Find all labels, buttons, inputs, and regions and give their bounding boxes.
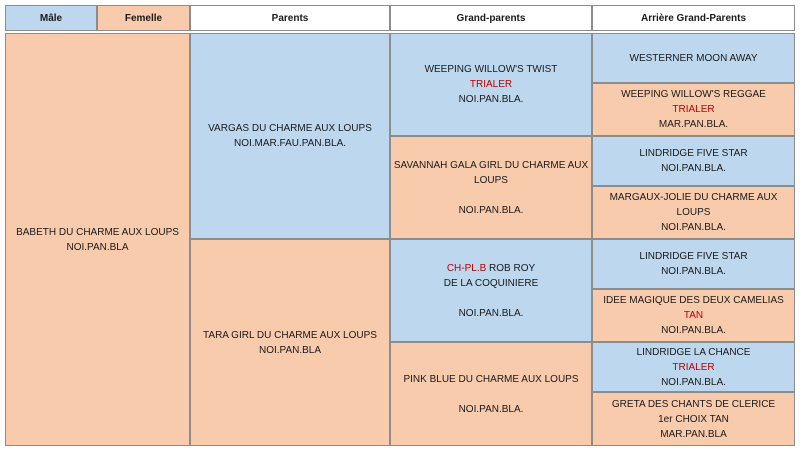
subject-cell [5,33,190,446]
great-grandparent-1-cell [592,33,795,83]
header-male-label: Mâle [39,12,63,24]
grandparent-3-color: NOI.PAN.BLA. [458,307,524,319]
great-grandparent-4-name-line1: MARGAUX-JOLIE DU CHARME AUX [609,192,778,203]
parent-sire-cell [190,33,390,239]
header-great-grandparents-label: Arrière Grand-Parents [640,12,747,24]
parent-dam-cell [190,239,390,446]
grandparent-1-title: TRIALER [469,79,513,90]
great-grandparent-1-name: WESTERNER MOON AWAY [629,52,758,64]
great-grandparent-7-cell [592,342,795,392]
parent-dam-name: TARA GIRL DU CHARME AUX LOUPS [203,329,377,341]
grandparent-4-name: PINK BLUE DU CHARME AUX LOUPS [403,373,579,385]
great-grandparent-3-color: NOI.PAN.BLA. [661,163,726,174]
subject-name: BABETH DU CHARME AUX LOUPS [16,226,179,238]
grandparent-4-cell [390,342,592,446]
grandparent-2-name-line1: SAVANNAH GALA GIRL DU CHARME AUX [393,159,589,171]
great-grandparent-6-title: TAN [683,310,704,321]
grandparent-3-name: ROB ROY [489,262,536,274]
header-grandparents [390,5,592,31]
grandparent-3-name-line1 [447,261,535,276]
great-grandparent-2-title: TRIALER [672,104,715,115]
header-grandparents-label: Grand-parents [456,12,526,24]
grandparent-2-color: NOI.PAN.BLA. [458,204,524,216]
great-grandparent-2-name: WEEPING WILLOW'S REGGAE [621,89,766,100]
great-grandparent-7-color: NOI.PAN.BLA. [661,376,726,388]
great-grandparent-4-cell [592,186,795,239]
parent-sire-color: NOI.MAR.FAU.PAN.BLA. [233,138,347,149]
great-grandparent-2-color: MAR.PAN.BLA. [658,119,729,130]
grandparent-1-color: NOI.PAN.BLA. [458,94,524,105]
parent-dam-color: NOI.PAN.BLA [258,344,322,356]
great-grandparent-6-color: NOI.PAN.BLA. [661,325,726,336]
parent-sire-name: VARGAS DU CHARME AUX LOUPS [208,123,372,134]
great-grandparent-6-name: IDEE MAGIQUE DES DEUX CAMELIAS [603,295,784,306]
great-grandparent-8-title: 1er CHOIX TAN [658,413,729,425]
subject-color: NOI.PAN.BLA [66,241,129,253]
great-grandparent-7-title: TRIALER [672,361,715,373]
header-great-grandparents [592,5,795,31]
header-parents-label: Parents [271,12,309,24]
grandparent-2-name-line2: LOUPS [474,174,508,186]
header-female [97,5,190,31]
grandparent-3-prefix: CH-PL.B [446,262,487,274]
header-male [5,5,97,31]
great-grandparent-3-name: LINDRIDGE FIVE STAR [639,148,748,159]
great-grandparent-7-name: LINDRIDGE LA CHANCE [636,346,751,358]
grandparent-3-cell [390,239,592,342]
great-grandparent-8-color: MAR.PAN.BLA [660,428,727,440]
great-grandparent-4-color: NOI.PAN.BLA. [661,222,726,233]
grandparent-4-color: NOI.PAN.BLA. [458,403,524,415]
great-grandparent-5-name: LINDRIDGE FIVE STAR [639,251,748,262]
header-parents [190,5,390,31]
great-grandparent-5-cell [592,239,795,289]
great-grandparent-6-cell [592,289,795,342]
great-grandparent-3-cell [592,136,795,186]
grandparent-1-cell [390,33,592,136]
great-grandparent-5-color: NOI.PAN.BLA. [661,266,726,277]
grandparent-3-name-line2: DE LA COQUINIERE [443,277,539,289]
great-grandparent-8-name: GRETA DES CHANTS DE CLERICE [611,398,776,410]
great-grandparent-8-cell [592,392,795,446]
grandparent-1-name: WEEPING WILLOW'S TWIST [424,64,558,75]
grandparent-2-cell [390,136,592,239]
header-female-label: Femelle [124,12,163,24]
great-grandparent-4-name-line2: LOUPS [676,207,711,218]
great-grandparent-2-cell [592,83,795,136]
